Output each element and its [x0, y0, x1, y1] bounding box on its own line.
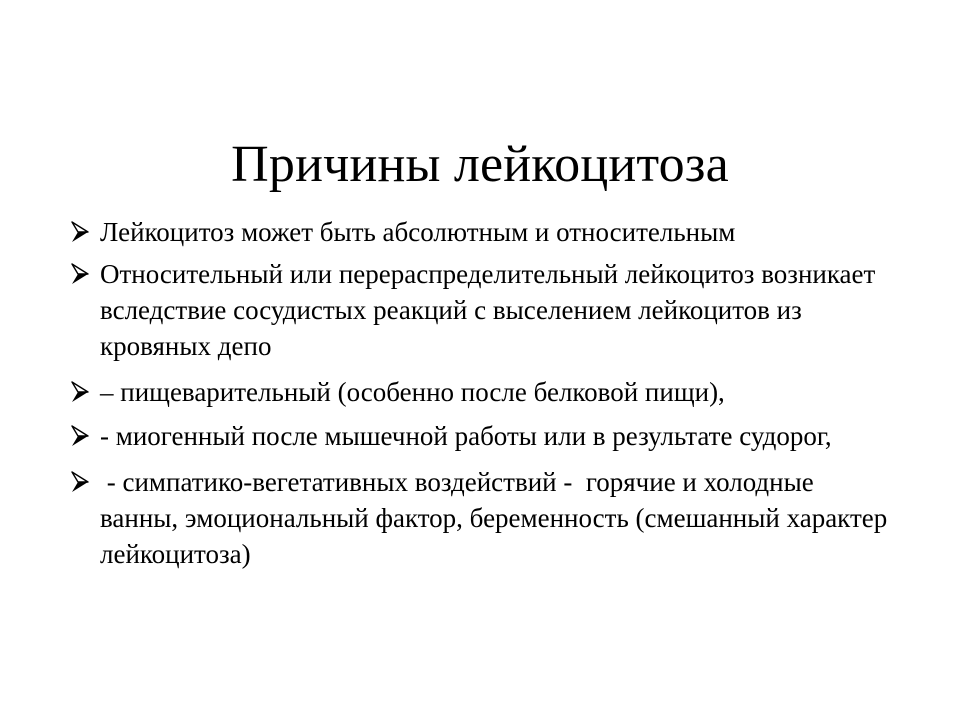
bullet-text: Относительный или перераспределительный лейкоцитоз возникает вследствие сосудистых реакций с выселением лейкоцитов из кровяных депо [100, 259, 883, 361]
arrowhead-bullet-icon [68, 374, 94, 410]
arrowhead-bullet-icon [68, 256, 94, 292]
bullet-item [68, 418, 898, 454]
bullet-item [68, 256, 898, 364]
arrowhead-bullet-icon [68, 214, 94, 250]
arrowhead-bullet-icon [68, 464, 94, 500]
bullet-item [68, 374, 898, 410]
slide-title: Причины лейкоцитоза [231, 136, 729, 193]
bullet-list [68, 214, 898, 580]
bullet-text: - симпатико-вегетативных воздействий - горячие и холодные ванны, эмоциональный фактор, беременность (смешанный характер лейкоцитоза) [100, 467, 894, 569]
bullet-item [68, 214, 898, 250]
bullet-text: - миогенный после мышечной работы или в результате судорог, [100, 421, 832, 451]
bullet-item [68, 464, 898, 572]
bullet-text: – пищеварительный (особенно после белковой пищи), [100, 377, 725, 407]
arrowhead-bullet-icon [68, 418, 94, 454]
bullet-text: Лейкоцитоз может быть абсолютным и относительным [100, 217, 736, 247]
